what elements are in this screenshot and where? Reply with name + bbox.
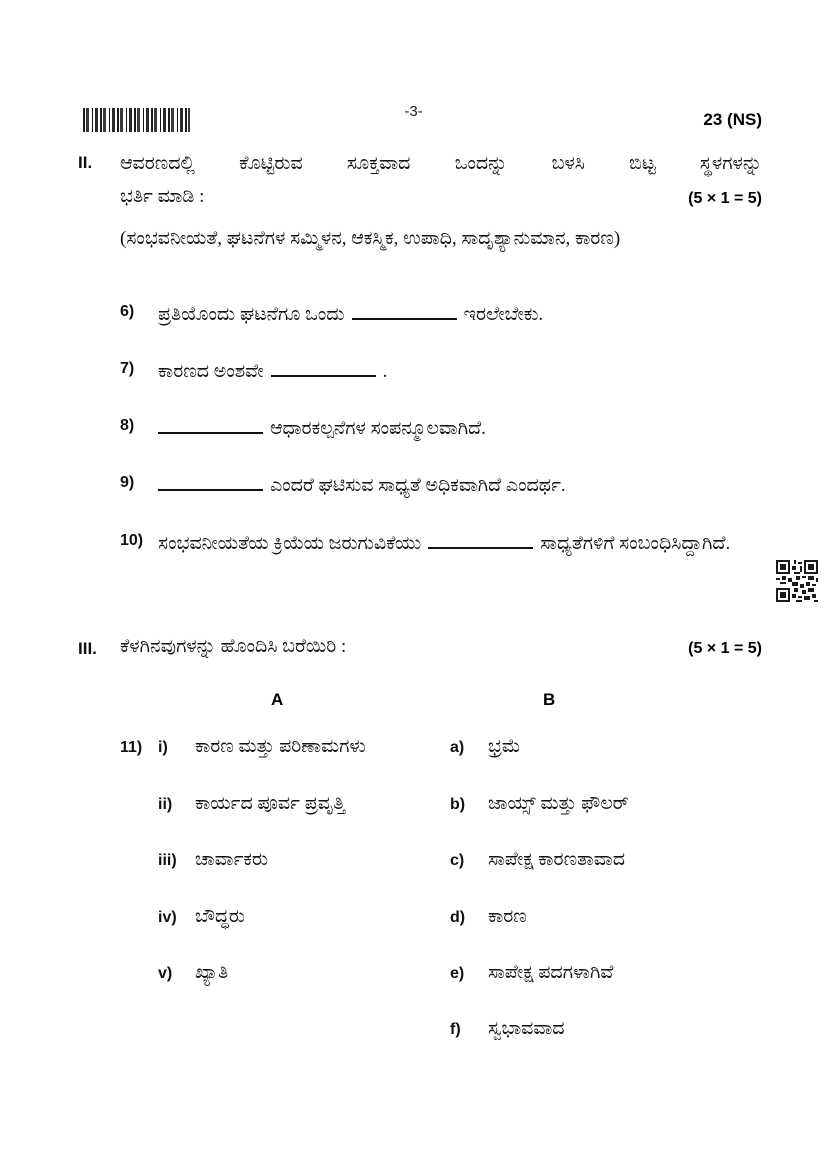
match-row-5	[0, 962, 827, 994]
question-8-number: 8)	[120, 417, 135, 434]
question-9-number: 9)	[120, 474, 135, 491]
section-3	[78, 636, 762, 659]
match-row-2	[0, 793, 827, 825]
question-8-after: ಆಧಾರಕಲ್ಪನೆಗಳ ಸಂಪನ್ಮೂಲವಾಗಿದೆ.	[270, 418, 486, 439]
match-left-label: v)	[158, 965, 173, 982]
section-2-instruction-line2-row	[120, 186, 762, 208]
match-left-text: ಬೌದ್ಧರು	[195, 906, 245, 927]
section-2-instruction-line1: ಆವರಣದಲ್ಲಿ ಕೊಟ್ಟಿರುವ ಸೂಕ್ತವಾದ ಒಂದನ್ನು ಬಳಸಿ ಬಿಟ್ಟ ಸ್ಥಳಗಳನ್ನು	[120, 153, 762, 174]
question-7-before: ಕಾರಣದ ಅಂಶವೇ	[158, 361, 264, 382]
match-left-text: ಕಾರಣ ಮತ್ತು ಪರಿಣಾಮಗಳು	[195, 736, 366, 757]
section-3-body	[120, 636, 762, 659]
question-8-text	[158, 414, 486, 444]
match-right-label: d)	[450, 909, 466, 926]
question-10-blank	[428, 533, 533, 549]
question-6-text	[158, 300, 543, 330]
question-10-before: ಸಂಭವನೀಯತೆಯ ಕ್ರಿಯೆಯ ಜರುಗುವಿಕೆಯು	[158, 533, 422, 554]
match-right-text: ಜಾಯ್ಸ್ ಮತ್ತು ಫೌಲರ್	[488, 793, 629, 814]
question-6-after: ಇರಲೇಬೇಕು.	[463, 304, 544, 325]
question-9-text	[158, 471, 566, 501]
question-6-number: 6)	[120, 303, 135, 320]
match-left-text: ಖ್ಯಾತಿ	[195, 962, 229, 983]
match-row-4	[0, 906, 827, 938]
section-2	[78, 150, 762, 253]
question-7-after: .	[382, 361, 388, 382]
question-8	[120, 414, 767, 444]
question-10	[120, 529, 767, 559]
section-2-instruction-line2: ಭರ್ತಿ ಮಾಡಿ :	[120, 186, 205, 207]
match-right-text: ಸಾಪೇಕ್ಷ ಪದಗಳಾಗಿವೆ	[488, 962, 614, 983]
question-8-blank	[158, 418, 263, 434]
match-right-text: ಸ್ವಭಾವವಾದ	[488, 1018, 565, 1039]
qr-code-icon	[775, 560, 819, 602]
section-2-marks: (5 × 1 = 5)	[688, 190, 762, 207]
question-9	[120, 471, 767, 501]
question-11-number: 11)	[120, 739, 143, 756]
question-7-blank	[271, 361, 376, 377]
question-6-before: ಪ್ರತಿಯೊಂದು ಘಟನೆಗೂ ಒಂದು	[158, 304, 345, 325]
question-10-number: 10)	[120, 532, 144, 549]
question-6	[120, 300, 767, 330]
match-right-text: ಕಾರಣ	[488, 906, 527, 927]
section-3-instruction-row	[120, 636, 762, 658]
match-left-text: ಚಾರ್ವಾಕರು	[195, 849, 269, 870]
match-left-label: i)	[158, 739, 168, 756]
page-number: -3-	[404, 103, 423, 120]
match-right-label: b)	[450, 796, 466, 813]
match-left-label: iv)	[158, 909, 177, 926]
section-2-word-bank: (ಸಂಭವನೀಯತೆ, ಘಟನೆಗಳ ಸಮ್ಮಿಳನ, ಆಕಸ್ಮಿಕ, ಉಪಾಧಿ, ಸಾದೃಶ್ಯಾನುಮಾನ, ಕಾರಣ)	[120, 228, 621, 249]
match-right-text: ಭ್ರಮೆ	[488, 736, 521, 757]
question-9-blank	[158, 475, 263, 491]
match-right-text: ಸಾಪೇಕ್ಷ ಕಾರಣತಾವಾದ	[488, 849, 625, 870]
match-left-label: iii)	[158, 852, 177, 869]
column-header-a: A	[271, 690, 284, 709]
match-right-label: e)	[450, 965, 465, 982]
section-3-marks: (5 × 1 = 5)	[688, 640, 762, 657]
match-row-3	[0, 849, 827, 881]
match-right-label: f)	[450, 1021, 461, 1038]
question-7-number: 7)	[120, 360, 135, 377]
question-6-blank	[352, 304, 457, 320]
question-9-after: ಎಂದರೆ ಘಟಿಸುವ ಸಾಧ್ಯತೆ ಅಧಿಕವಾಗಿದೆ ಎಂದರ್ಥ.	[270, 475, 566, 496]
column-header-b: B	[543, 690, 556, 709]
match-right-label: c)	[450, 852, 465, 869]
match-left-label: ii)	[158, 796, 173, 813]
match-row-6	[0, 1018, 827, 1050]
section-2-number: II.	[78, 153, 93, 172]
section-3-number: III.	[78, 639, 97, 658]
question-7-text	[158, 357, 387, 387]
question-10-after: ಸಾಧ್ಯತೆಗಳಿಗೆ ಸಂಬಂಧಿಸಿದ್ದಾಗಿದೆ.	[540, 533, 731, 554]
paper-code: 23 (NS)	[703, 110, 762, 129]
section-3-instruction: ಕೆಳಗಿನವುಗಳನ್ನು ಹೊಂದಿಸಿ ಬರೆಯಿರಿ :	[120, 636, 347, 657]
match-row-1	[0, 736, 827, 768]
section-2-body	[120, 150, 762, 253]
question-7	[120, 357, 767, 387]
question-10-text	[158, 529, 730, 559]
match-left-text: ಕಾರ್ಯದ ಪೂರ್ವ ಪ್ರವೃತ್ತಿ	[195, 793, 346, 814]
match-right-label: a)	[450, 739, 465, 756]
